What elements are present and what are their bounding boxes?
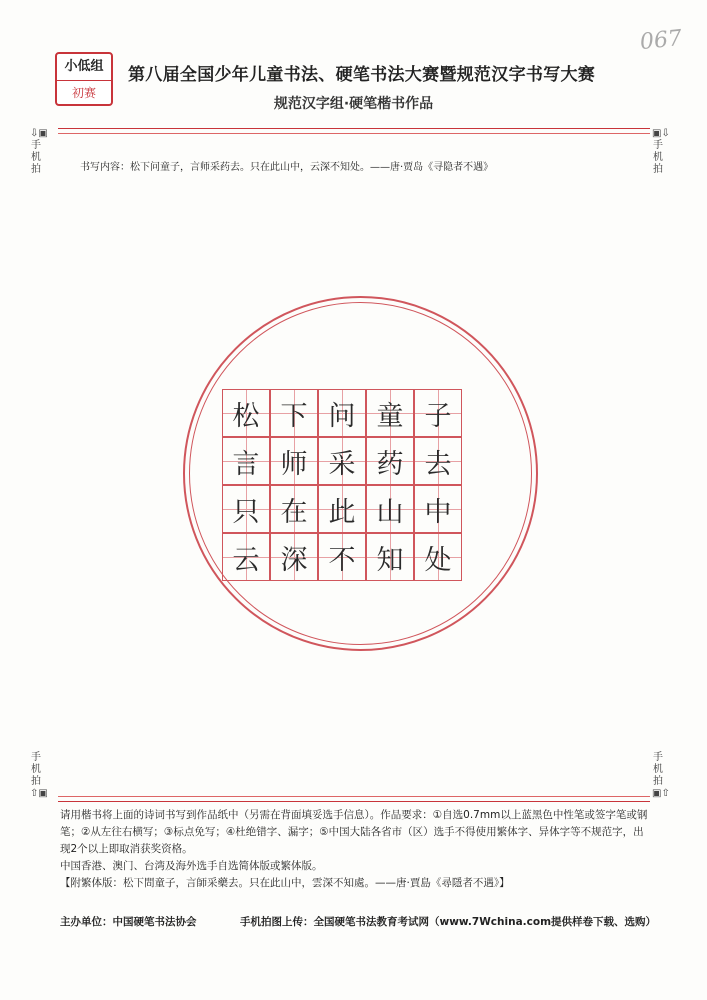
grid-cell: 童 <box>366 389 414 437</box>
badge-group-label: 小低组 <box>57 54 111 81</box>
camera-label-top-left <box>30 128 48 176</box>
grid-cell: 深 <box>270 533 318 581</box>
instructions-overseas: 中国香港、澳门、台湾及海外选手自选简体版或繁体版。 <box>60 860 323 872</box>
badge-round-label: 初赛 <box>71 86 96 100</box>
grid-cell: 药 <box>366 437 414 485</box>
camera-label-text: 手机拍 <box>653 140 663 175</box>
grid-cell: 不 <box>318 533 366 581</box>
camera-icon: ⇧▣ <box>30 788 48 799</box>
camera-label-text: 手机拍 <box>653 752 663 787</box>
grid-cell: 只 <box>222 485 270 533</box>
grid-cell: 问 <box>318 389 366 437</box>
bottom-divider-inner <box>58 796 650 797</box>
camera-label-text: 手机拍 <box>31 140 41 175</box>
grid-cell: 云 <box>222 533 270 581</box>
grid-cell: 去 <box>414 437 462 485</box>
grid-cell: 山 <box>366 485 414 533</box>
camera-label-bottom-left <box>30 752 48 800</box>
instructions-main: 请用楷书将上面的诗词书写到作品纸中（另需在背面填妥选手信息）。作品要求：①自选0.7mm以上蓝黑色中性笔或签字笔或钢笔；②从左往右横写；③标点免写；④杜绝错字、漏字；⑤中国大陆各省市（区）选手不得使用繁体字、异体字等不规范字，出现2个以上即取消获奖资格。 <box>60 809 648 855</box>
camera-label-bottom-right <box>652 752 670 800</box>
top-divider-inner <box>58 133 650 134</box>
grid-cell: 松 <box>222 389 270 437</box>
top-divider <box>58 128 650 129</box>
upload-text: 手机拍图上传：全国硬笔书法教育考试网（www.7Wchina.com提供样卷下载、选购） <box>240 916 657 928</box>
camera-label-text: 手机拍 <box>31 752 41 787</box>
grid-cell: 子 <box>414 389 462 437</box>
grid-cell: 下 <box>270 389 318 437</box>
grid-cell: 中 <box>414 485 462 533</box>
camera-icon: ▣⇧ <box>652 788 670 799</box>
bottom-divider <box>58 801 650 802</box>
grid-cell: 此 <box>318 485 366 533</box>
camera-icon: ▣⇩ <box>652 128 670 139</box>
organizer-text: 主办单位：中国硬笔书法协会 <box>60 916 197 928</box>
writing-grid <box>222 389 462 581</box>
page-subtitle: 规范汉字组·硬笔楷书作品 <box>273 96 434 112</box>
instructions <box>60 807 650 892</box>
grid-cell: 在 <box>270 485 318 533</box>
grid-cell: 言 <box>222 437 270 485</box>
grid-cell: 处 <box>414 533 462 581</box>
handwritten-number: 067 <box>638 25 684 56</box>
grid-cell: 采 <box>318 437 366 485</box>
instructions-traditional: 【附繁体版：松下問童子，言師采藥去。只在此山中，雲深不知處。——唐·賈島《尋隱者不遇》】 <box>60 877 510 889</box>
grid-cell: 师 <box>270 437 318 485</box>
page-title: 第八届全国少年儿童书法、硬笔书法大赛暨规范汉字书写大赛 <box>128 65 596 85</box>
camera-label-top-right <box>652 128 670 176</box>
grid-cell: 知 <box>366 533 414 581</box>
camera-icon: ⇩▣ <box>30 128 48 139</box>
writing-content: 书写内容：松下问童子，言师采药去。只在此山中，云深不知处。——唐·贾岛《寻隐者不遇》 <box>80 162 494 173</box>
